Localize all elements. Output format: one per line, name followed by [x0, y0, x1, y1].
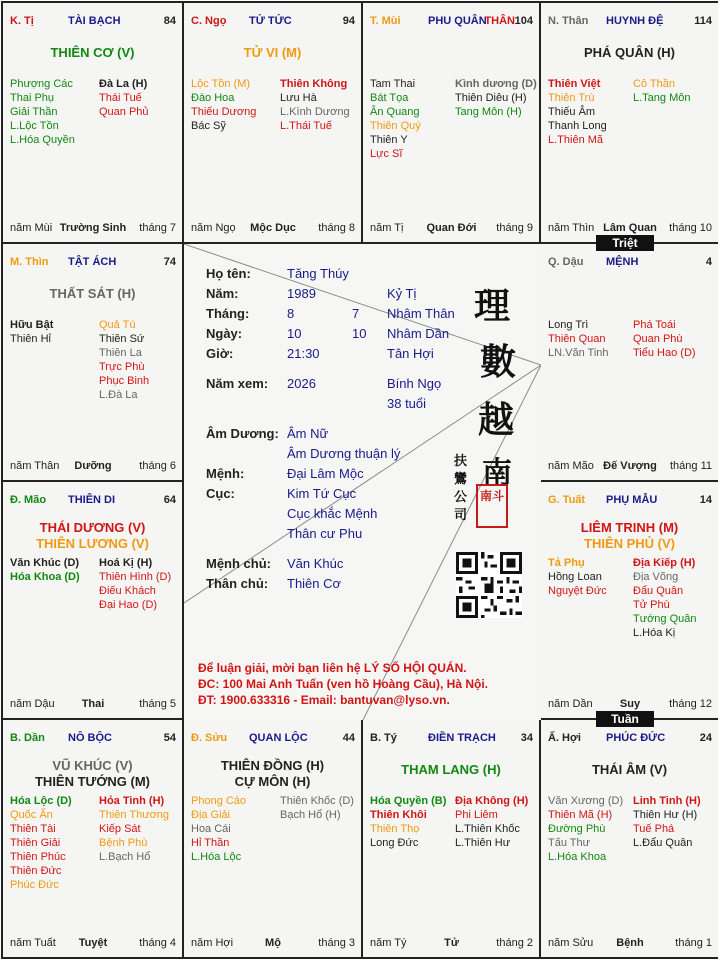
minor-star: Hóa Quyền (B)	[370, 795, 447, 807]
label-than-chu: Thân chủ:	[206, 576, 269, 591]
palace-year: năm Sửu	[548, 937, 594, 949]
minor-star: Tang Môn (H)	[455, 106, 522, 118]
palace-branch: B. Tý	[370, 732, 397, 744]
triet-marker: Triệt	[596, 235, 654, 251]
minor-star: Kiếp Sát	[99, 823, 141, 835]
palace-cell	[541, 3, 718, 244]
minor-star: Thiên Phúc	[10, 851, 66, 863]
palace-year: năm Thân	[10, 460, 60, 472]
palace-branch: B. Dần	[10, 732, 45, 744]
minor-star: Thiên Giải	[10, 837, 61, 849]
minor-star: L.Bạch Hổ	[99, 851, 151, 863]
main-star: VŨ KHÚC (V)	[52, 758, 133, 773]
minor-star: Đường Phù	[548, 823, 606, 835]
palace-month: tháng 10	[669, 222, 712, 234]
minor-star: Thiên Việt	[548, 78, 601, 90]
minor-star: Quan Phủ	[99, 106, 149, 118]
palace-number: 54	[163, 732, 176, 744]
minor-star: Bát Tọa	[370, 92, 409, 104]
value-tuoi: 38 tuổi	[387, 396, 427, 411]
minor-star: Quả Tú	[99, 319, 136, 331]
palace-header	[10, 15, 176, 31]
palace-name: TỬ TỨC	[249, 15, 292, 27]
palace-year: năm Mùi	[10, 222, 53, 234]
main-star: THÁI ÂM (V)	[591, 762, 668, 777]
value-thang-duong: 8	[287, 306, 295, 321]
palace-cell	[3, 720, 184, 957]
value-cuc-3: Thân cư Phu	[287, 526, 363, 541]
minor-star: Tấu Thư	[548, 837, 591, 849]
palace-footer	[548, 460, 712, 474]
palace-year: năm Dậu	[10, 698, 55, 710]
minor-star: L.Thiên Mã	[548, 134, 604, 146]
star-list-right	[280, 794, 354, 822]
palace-footer	[370, 937, 533, 951]
minor-star: Tướng Quân	[633, 613, 697, 625]
palace-month: tháng 6	[139, 460, 176, 472]
palace-than-marker: THÂN	[484, 15, 515, 27]
star-list-right	[280, 77, 350, 133]
value-ngay-am: 10	[352, 326, 367, 341]
minor-star: Thiên Hình (D)	[99, 571, 172, 583]
star-list-right	[99, 556, 171, 612]
palace-month: tháng 11	[669, 460, 712, 472]
value-thang-can-chi: Nhâm Thân	[387, 306, 455, 321]
palace-cell	[541, 244, 718, 482]
palace-cell	[3, 3, 184, 244]
label-cuc: Cục:	[206, 486, 235, 501]
star-list-right	[99, 794, 169, 864]
calligraphy-small: 鸞	[454, 472, 468, 487]
palace-cell	[541, 482, 718, 720]
label-ngay: Ngày:	[206, 326, 243, 341]
palace-footer	[548, 222, 712, 236]
palace-branch: Đ. Mão	[10, 494, 47, 506]
value-gio-can-chi: Tân Hợi	[387, 346, 434, 361]
palace-stage: Quan Đới	[426, 222, 477, 234]
palace-cell	[184, 720, 363, 957]
minor-star: L.Thiên Khốc	[455, 823, 520, 835]
star-list-left	[10, 556, 80, 584]
palace-name: TÀI BẠCH	[68, 15, 121, 27]
minor-star: Văn Khúc (D)	[10, 557, 80, 569]
main-star: PHÁ QUÂN (H)	[584, 45, 675, 60]
palace-footer	[191, 222, 355, 236]
minor-star: Long Đức	[370, 837, 419, 849]
minor-star: L.Đà La	[99, 389, 138, 401]
calligraphy-char: 南	[482, 456, 512, 491]
minor-star: Bệnh Phù	[99, 837, 148, 849]
value-menh: Đại Lâm Mộc	[287, 466, 364, 481]
palace-branch: N. Thân	[548, 15, 589, 27]
minor-star: Bạch Hổ (H)	[280, 809, 341, 821]
minor-star: Tuế Phá	[633, 823, 675, 835]
value-ngay-can-chi: Nhâm Dần	[387, 326, 450, 341]
palace-month: tháng 5	[139, 698, 176, 710]
palace-year: năm Tuất	[10, 937, 56, 949]
palace-branch: T. Mùi	[370, 15, 401, 27]
value-cuc-2: Cục khắc Mệnh	[287, 506, 378, 521]
minor-star: Thiên La	[99, 347, 142, 359]
palace-header	[548, 256, 712, 272]
minor-star: Thiên Diêu (H)	[455, 92, 527, 104]
minor-star: Nguyệt Đức	[548, 585, 607, 597]
minor-star: Trực Phù	[99, 361, 145, 373]
palace-footer	[191, 937, 355, 951]
palace-footer	[548, 937, 712, 951]
minor-star: Hoa Cái	[191, 823, 231, 835]
minor-star: Quan Phù	[633, 333, 683, 345]
minor-star: Thiên Y	[370, 134, 408, 146]
minor-star: LN.Văn Tinh	[548, 347, 609, 359]
minor-star: Thiên Quý	[370, 120, 421, 132]
palace-branch: Đ. Sửu	[191, 732, 228, 744]
palace-number: 44	[342, 732, 355, 744]
palace-number: 34	[520, 732, 533, 744]
minor-star: Lưu Hà	[280, 92, 317, 104]
palace-name: HUYNH ĐỆ	[606, 15, 664, 27]
star-list-left	[548, 77, 607, 147]
star-list-left	[548, 794, 623, 864]
main-star: CỰ MÔN (H)	[234, 774, 311, 789]
palace-stage: Đế Vượng	[603, 460, 657, 472]
minor-star: Thiên Khốc (D)	[280, 795, 354, 807]
minor-star: Hữu Bật	[10, 319, 54, 331]
main-star: THIÊN ĐỒNG (H)	[220, 758, 325, 773]
qr-code[interactable]	[456, 552, 522, 618]
calligraphy-char: 越	[478, 399, 515, 441]
calligraphy-small: 扶	[454, 454, 468, 469]
palace-month: tháng 7	[139, 222, 176, 234]
palace-number: 114	[694, 15, 712, 27]
star-list-left	[370, 794, 446, 850]
palace-month: tháng 9	[496, 222, 533, 234]
contact-phone-email: ĐT: 1900.633316 - Email: bantuvan@lyso.vn.	[198, 693, 450, 707]
palace-header	[191, 15, 355, 31]
palace-footer	[370, 222, 533, 236]
palace-cell	[3, 482, 184, 720]
minor-star: L.Hóa Khoa	[548, 851, 607, 863]
palace-stage: Bệnh	[616, 937, 644, 949]
minor-star: Long Trì	[548, 319, 589, 331]
minor-star: Thiên Khôi	[370, 809, 427, 821]
minor-star: L.Tang Môn	[633, 92, 691, 104]
minor-star: Đại Hao (D)	[99, 599, 158, 611]
palace-stage: Thai	[81, 698, 105, 710]
star-list-left	[548, 318, 609, 360]
palace-cell	[3, 244, 184, 482]
minor-star: Đào Hoa	[191, 92, 235, 104]
palace-month: tháng 8	[318, 222, 355, 234]
minor-star: Lộc Tồn (M)	[191, 78, 251, 90]
value-menh-chu: Văn Khúc	[287, 556, 344, 571]
label-gio: Giờ:	[206, 346, 234, 361]
palace-number: 24	[699, 732, 712, 744]
star-list-left	[548, 556, 607, 598]
tu-vi-chart-board	[1, 1, 718, 959]
palace-year: năm Dần	[548, 698, 593, 710]
minor-star: Hoá Kị (H)	[99, 557, 153, 569]
minor-star: L.Thiên Hư	[455, 837, 511, 849]
minor-star: Thiên Tài	[10, 823, 56, 835]
value-am-duong: Âm Nữ	[287, 426, 329, 441]
minor-star: Thiên Hỉ	[10, 333, 51, 345]
palace-name: MỆNH	[606, 256, 639, 268]
palace-cell	[184, 3, 363, 244]
center-info-panel	[184, 244, 541, 720]
palace-branch: Ấ. Hợi	[548, 732, 581, 744]
palace-name: THIÊN DI	[68, 494, 116, 506]
minor-star: Bác Sỹ	[191, 120, 226, 132]
palace-header	[10, 732, 176, 748]
main-star: THÁI DƯƠNG (V)	[39, 520, 146, 535]
palace-number: 74	[163, 256, 176, 268]
star-list-left	[10, 794, 72, 892]
palace-name: ĐIỀN TRẠCH	[428, 732, 496, 744]
star-list-right	[633, 77, 690, 105]
minor-star: Phượng Các	[10, 78, 73, 90]
star-list-right	[455, 794, 528, 850]
palace-header	[548, 494, 712, 510]
main-star: THIÊN PHỦ (V)	[584, 536, 675, 551]
minor-star: Phong Cáo	[191, 795, 247, 807]
palace-month: tháng 4	[139, 937, 176, 949]
minor-star: Thiên Thương	[99, 809, 170, 821]
palace-number: 104	[514, 15, 533, 27]
minor-star: Tam Thai	[370, 78, 416, 90]
minor-star: L.Hóa Quyền	[10, 134, 75, 146]
palace-year: năm Ngọ	[191, 222, 236, 234]
palace-name: TẬT ÁCH	[68, 256, 117, 268]
label-ho-ten: Họ tên:	[206, 266, 251, 281]
minor-star: Địa Võng	[633, 571, 679, 583]
main-star: LIÊM TRINH (M)	[580, 520, 679, 535]
value-cuc: Kim Tứ Cục	[287, 486, 357, 501]
palace-year: năm Thìn	[548, 222, 595, 234]
palace-year: năm Tị	[370, 222, 404, 234]
main-star: THẤT SÁT (H)	[49, 286, 136, 301]
value-nam: 1989	[287, 286, 316, 301]
palace-number: 94	[342, 15, 355, 27]
palace-footer	[10, 222, 176, 236]
minor-star: Hóa Khoa (D)	[10, 571, 80, 583]
minor-star: Thiên Thọ	[370, 823, 420, 835]
minor-star: Thiên Trù	[548, 92, 595, 104]
minor-star: Tả Phụ	[548, 557, 585, 569]
minor-star: Phục Binh	[99, 375, 150, 387]
palace-month: tháng 12	[669, 698, 712, 710]
minor-star: Thiên Quan	[548, 333, 606, 345]
star-list-right	[633, 318, 696, 360]
minor-star: L.Hóa Lộc	[191, 851, 242, 863]
value-nam-can-chi: Kỷ Tị	[387, 286, 417, 301]
minor-star: Thiên Mã (H)	[548, 809, 613, 821]
value-ho-ten: Tăng Thúy	[287, 266, 349, 281]
value-ngay-duong: 10	[287, 326, 302, 341]
minor-star: L.Thái Tuế	[280, 120, 332, 132]
palace-stage: Dưỡng	[74, 460, 112, 472]
main-star: TỬ VI (M)	[243, 45, 302, 60]
palace-branch: K. Tị	[10, 15, 34, 27]
palace-stage: Tử	[444, 937, 459, 949]
palace-stage: Lâm Quan	[603, 222, 657, 234]
palace-number: 84	[163, 15, 176, 27]
palace-cell	[541, 720, 718, 957]
star-list-left	[191, 77, 256, 133]
palace-stage: Mộc Dục	[250, 222, 296, 234]
main-star: THAM LANG (H)	[401, 762, 501, 777]
palace-name: QUAN LỘC	[249, 732, 308, 744]
value-nam-xem: 2026	[287, 376, 316, 391]
minor-star: Địa Không (H)	[455, 795, 529, 807]
palace-branch: M. Thìn	[10, 256, 49, 268]
minor-star: Lực Sĩ	[370, 148, 403, 160]
star-list-left	[10, 77, 75, 147]
star-list-right	[99, 77, 149, 119]
palace-header	[191, 732, 355, 748]
minor-star: Thiên Hư (H)	[633, 809, 698, 821]
palace-stage: Trường Sinh	[59, 222, 127, 234]
palace-header	[370, 732, 533, 748]
palace-month: tháng 2	[496, 937, 533, 949]
palace-month: tháng 3	[318, 937, 355, 949]
minor-star: Thiếu Dương	[191, 106, 257, 118]
palace-name: PHÚC ĐỨC	[606, 732, 666, 744]
minor-star: Thiên Sứ	[99, 333, 145, 345]
minor-star: Tiểu Hao (D)	[633, 347, 696, 359]
star-list-right	[455, 77, 537, 119]
minor-star: Cô Thần	[633, 78, 675, 90]
palace-header	[548, 732, 712, 748]
minor-star: Hóa Lộc (D)	[10, 795, 72, 807]
value-thang-am: 7	[352, 306, 360, 321]
value-gio: 21:30	[287, 346, 320, 361]
label-menh-chu: Mệnh chủ:	[206, 556, 271, 571]
main-star: THIÊN LƯƠNG (V)	[36, 536, 149, 551]
minor-star: Kình dương (D)	[455, 78, 537, 90]
palace-name: NÔ BỘC	[68, 732, 112, 744]
star-list-right	[633, 556, 697, 640]
minor-star: Thanh Long	[548, 120, 607, 132]
value-am-duong-2: Âm Dương thuận lý	[287, 446, 401, 461]
star-list-left	[10, 318, 53, 346]
minor-star: Thiên Không	[280, 78, 348, 90]
red-seal-stamp: 南斗	[476, 484, 508, 528]
palace-name: PHỤ MẪU	[606, 494, 658, 506]
minor-star: Địa Giải	[191, 809, 231, 821]
minor-star: L.Hóa Kị	[633, 627, 676, 639]
minor-star: Địa Kiếp (H)	[633, 557, 696, 569]
label-am-duong: Âm Dương:	[206, 426, 279, 441]
minor-star: Đà La (H)	[99, 78, 148, 90]
minor-star: Đẩu Quân	[633, 585, 684, 597]
calligraphy-small: 公	[454, 490, 468, 505]
label-nam-xem: Năm xem:	[206, 376, 269, 391]
contact-address: ĐC: 100 Mai Anh Tuấn (ven hồ Hoàng Cầu), Hà Nội.	[198, 677, 489, 691]
palace-header	[10, 256, 176, 272]
star-list-right	[633, 794, 701, 850]
palace-year: năm Tý	[370, 937, 407, 949]
calligraphy-char: 數	[480, 341, 517, 383]
main-star: THIÊN TƯỚNG (M)	[34, 774, 151, 789]
label-thang: Tháng:	[206, 306, 250, 321]
minor-star: Giải Thần	[10, 106, 58, 118]
palace-stage: Mộ	[265, 937, 281, 949]
palace-header	[10, 494, 176, 510]
minor-star: Phi Liêm	[455, 809, 498, 821]
minor-star: Phá Toái	[633, 319, 676, 331]
minor-star: Hỏa Tinh (H)	[99, 795, 165, 807]
value-nam-xem-can-chi: Bính Ngọ	[387, 376, 442, 391]
minor-star: Thiên Đức	[10, 865, 62, 877]
minor-star: Hỉ Thần	[191, 837, 230, 849]
palace-footer	[10, 698, 176, 712]
palace-cell	[363, 720, 541, 957]
palace-branch: C. Ngọ	[191, 15, 227, 27]
star-list-right	[99, 318, 149, 402]
label-menh: Mệnh:	[206, 466, 245, 481]
minor-star: Thiếu Âm	[548, 106, 596, 118]
palace-number: 4	[705, 256, 712, 268]
palace-branch: G. Tuất	[548, 494, 586, 506]
minor-star: L.Kình Dương	[280, 106, 350, 118]
minor-star: Tử Phù	[633, 599, 670, 611]
palace-footer	[10, 460, 176, 474]
minor-star: Điếu Khách	[99, 585, 156, 597]
palace-branch: Q. Dậu	[548, 256, 584, 268]
main-star: THIÊN CƠ (V)	[50, 45, 135, 60]
palace-header	[548, 15, 712, 31]
star-list-left	[370, 77, 421, 161]
label-nam: Năm:	[206, 286, 239, 301]
palace-footer	[10, 937, 176, 951]
star-list-left	[191, 794, 246, 864]
calligraphy-small: 司	[454, 508, 468, 523]
minor-star: Ân Quang	[370, 106, 420, 118]
minor-star: Quốc Ấn	[10, 809, 53, 821]
calligraphy-char: 理	[474, 285, 511, 327]
palace-header	[370, 15, 533, 31]
minor-star: Thái Tuế	[99, 92, 142, 104]
minor-star: Thai Phụ	[10, 92, 55, 104]
palace-name: PHU QUÂN	[428, 15, 487, 27]
palace-footer	[548, 698, 712, 712]
contact-line: Để luận giải, mời bạn liên hệ LÝ SỐ HỘI QUÁN.	[198, 661, 467, 675]
palace-month: tháng 1	[675, 937, 712, 949]
palace-number: 14	[699, 494, 712, 506]
minor-star: L.Lộc Tồn	[10, 120, 59, 132]
palace-number: 64	[163, 494, 176, 506]
minor-star: Phúc Đức	[10, 879, 59, 891]
palace-year: năm Hợi	[191, 937, 234, 949]
palace-stage: Tuyệt	[78, 937, 108, 949]
tuan-marker: Tuần	[596, 711, 654, 727]
minor-star: Hồng Loan	[548, 571, 602, 583]
palace-stage: Suy	[619, 698, 641, 710]
value-than-chu: Thiên Cơ	[287, 576, 342, 591]
minor-star: Văn Xương (D)	[548, 795, 624, 807]
palace-cell	[363, 3, 541, 244]
minor-star: L.Đẩu Quân	[633, 837, 693, 849]
palace-year: năm Mão	[548, 460, 594, 472]
minor-star: Linh Tinh (H)	[633, 795, 701, 807]
